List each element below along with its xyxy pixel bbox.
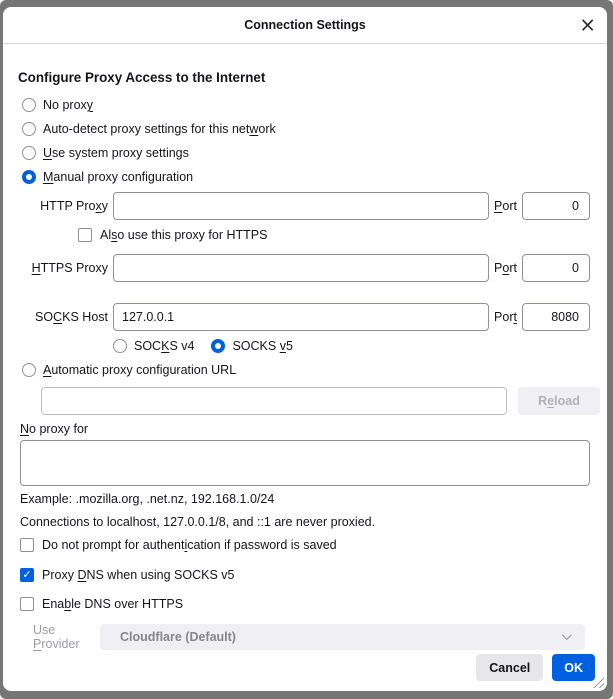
checkbox-icon[interactable] [78, 228, 92, 242]
radio-socks-v5[interactable] [211, 339, 292, 353]
checkbox-enable-doh-label: Enable DNS over HTTPS [42, 597, 184, 611]
checkbox-proxy-dns-socks5-label: Proxy DNS when using SOCKS v5 [42, 568, 235, 582]
chevron-down-icon [562, 630, 572, 640]
radio-no-proxy[interactable] [22, 96, 603, 114]
checkbox-no-prompt-auth[interactable] [20, 536, 603, 554]
http-proxy-row [18, 192, 590, 220]
https-proxy-input[interactable] [113, 254, 489, 282]
dialog-title: Connection Settings [244, 18, 366, 32]
localhost-note-text: Connections to localhost, 127.0.0.1/8, and ::1 are never proxied. [20, 515, 376, 529]
doh-provider-dropdown[interactable] [100, 624, 585, 650]
socks-host-row [18, 303, 590, 331]
dialog-body [3, 70, 607, 681]
socks-host-label: SOCKS Host [35, 310, 108, 324]
radio-button-icon[interactable] [22, 98, 36, 112]
proxy-url-input[interactable] [41, 387, 507, 415]
socks-host-input[interactable] [113, 303, 489, 331]
socks-port-label: Port [494, 310, 517, 324]
proxy-url-row [41, 387, 600, 415]
no-proxy-for-label: N o proxy for [20, 422, 89, 436]
radio-manual-proxy-label: Manual proxy configuration [43, 170, 194, 184]
radio-auto-detect-label: Auto-detect proxy settings for this network [43, 122, 276, 136]
checkbox-enable-doh[interactable] [20, 595, 603, 613]
checkbox-no-prompt-auth-label: Do not prompt for authentication if password is saved [42, 538, 337, 552]
dialog-titlebar [3, 7, 607, 44]
doh-provider-row [33, 624, 585, 650]
checkbox-icon[interactable] [20, 538, 34, 552]
https-port-label: Port [494, 261, 517, 275]
checkbox-checked-icon[interactable] [20, 568, 34, 582]
use-provider-label: Use Provider [33, 623, 80, 651]
page-title: Configure Proxy Access to the Internet [18, 70, 266, 85]
socks-port-input[interactable] [522, 303, 590, 331]
radio-button-icon[interactable] [22, 363, 36, 377]
radio-button-icon[interactable] [22, 122, 36, 136]
http-proxy-input[interactable] [113, 192, 489, 220]
radio-system-proxy[interactable] [22, 144, 603, 162]
radio-automatic-proxy-url[interactable] [22, 361, 603, 379]
radio-button-icon[interactable] [113, 339, 127, 353]
radio-system-proxy-label: Use system proxy settings [43, 146, 189, 160]
http-proxy-label: HTTP Proxy [40, 199, 108, 213]
radio-socks-v4[interactable] [113, 339, 194, 353]
cancel-button[interactable]: Cancel [476, 654, 543, 681]
doh-provider-value: Cloudflare (Default) [120, 630, 236, 644]
radio-automatic-proxy-url-label: Automatic proxy configuration URL [43, 363, 237, 377]
socks-version-row [113, 337, 603, 355]
radio-button-selected-icon[interactable] [211, 339, 225, 353]
http-port-input[interactable] [522, 192, 590, 220]
https-proxy-label: HTTPS Proxy [31, 261, 108, 275]
radio-auto-detect[interactable] [22, 120, 603, 138]
close-icon[interactable]: × [579, 12, 596, 37]
radio-socks-v5-label: SOCKS v5 [232, 339, 293, 353]
radio-button-selected-icon[interactable] [22, 170, 36, 184]
also-https-checkbox-row[interactable] [78, 226, 603, 244]
also-https-label: Also use this proxy for HTTPS [100, 228, 268, 242]
http-port-label: Port [494, 199, 517, 213]
radio-button-icon[interactable] [22, 146, 36, 160]
https-port-input[interactable] [522, 254, 590, 282]
radio-manual-proxy[interactable] [22, 168, 603, 186]
checkbox-proxy-dns-socks5[interactable] [20, 566, 603, 584]
radio-socks-v4-label: SOCKS v4 [134, 339, 195, 353]
checkbox-icon[interactable] [20, 597, 34, 611]
https-proxy-row [18, 254, 590, 282]
no-proxy-for-textarea[interactable] [20, 440, 590, 486]
ok-button[interactable]: OK [552, 654, 595, 681]
reload-button[interactable]: Reload [518, 387, 600, 415]
no-proxy-example-text: Example: .mozilla.org, .net.nz, 192.168.1.0/24 [20, 492, 275, 506]
dialog-footer [18, 654, 595, 681]
connection-settings-dialog [3, 7, 607, 691]
radio-no-proxy-label: No proxy [43, 98, 94, 112]
